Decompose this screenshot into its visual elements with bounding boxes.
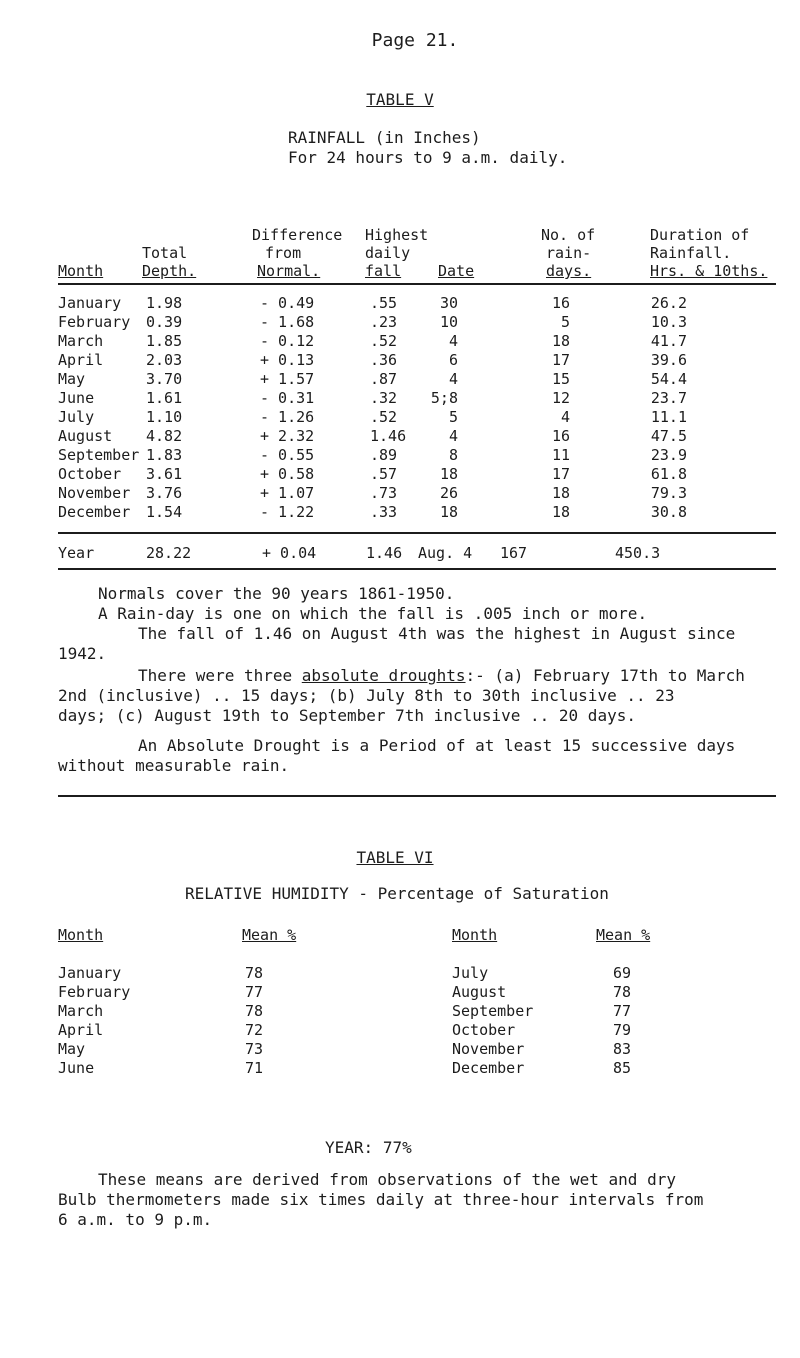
cell-total: 3.70	[146, 370, 183, 388]
cell-diff: - 1.22	[260, 503, 315, 521]
humidity-mean: 83	[613, 1040, 632, 1058]
t6-year: YEAR: 77%	[325, 1138, 412, 1157]
cell-days: 18	[551, 503, 570, 521]
col-raindays-header-3: days.	[546, 262, 592, 280]
humidity-month: May	[58, 1040, 86, 1058]
col-diff-header-2: from	[265, 244, 302, 262]
cell-date: 18	[439, 465, 458, 483]
humidity-mean: 78	[245, 1002, 264, 1020]
humidity-mean: 72	[245, 1021, 264, 1039]
cell-total: 1.10	[146, 408, 183, 426]
humidity-month: June	[58, 1059, 95, 1077]
cell-highest: .89	[370, 446, 398, 464]
col-highest-header-3: fall	[365, 262, 402, 280]
humidity-mean: 77	[245, 983, 264, 1001]
cell-date: 10	[439, 313, 458, 331]
cell-total: 4.82	[146, 427, 183, 445]
t6-note-1: These means are derived from observations of the wet and dry	[98, 1170, 676, 1189]
note-rain-day: A Rain-day is one on which the fall is .005 inch or more.	[98, 604, 648, 623]
header-rule	[58, 283, 776, 285]
col-month-header: Month	[58, 262, 104, 280]
cell-days: 17	[551, 351, 570, 369]
humidity-month: July	[452, 964, 489, 982]
t6-left-mean-header: Mean %	[242, 926, 297, 944]
cell-days: 18	[551, 484, 570, 502]
page-label: Page 21.	[371, 30, 459, 51]
note-droughts-3: days; (c) August 19th to September 7th inclusive .. 20 days.	[58, 706, 636, 725]
year-rule-bottom	[58, 568, 776, 570]
cell-month: February	[58, 313, 131, 331]
cell-month: November	[58, 484, 131, 502]
cell-duration: 79.3	[650, 484, 687, 502]
cell-total: 3.76	[146, 484, 183, 502]
humidity-month: December	[452, 1059, 525, 1077]
col-duration-header-3: Hrs. & 10ths.	[650, 262, 768, 280]
humidity-mean: 85	[613, 1059, 632, 1077]
cell-duration: 23.7	[650, 389, 687, 407]
cell-duration: 41.7	[650, 332, 687, 350]
year-days: 167	[500, 544, 528, 562]
cell-days: 4	[560, 408, 570, 426]
humidity-month: February	[58, 983, 131, 1001]
cell-month: October	[58, 465, 122, 483]
cell-diff: + 0.13	[260, 351, 315, 369]
note-drought-def-2: without measurable rain.	[58, 756, 290, 775]
cell-date: 5;8	[430, 389, 458, 407]
col-date-header: Date	[438, 262, 475, 280]
year-diff: + 0.04	[262, 544, 317, 562]
year-duration: 450.3	[615, 544, 661, 562]
cell-highest: .87	[370, 370, 398, 388]
note-droughts-2: 2nd (inclusive) .. 15 days; (b) July 8th to 30th inclusive .. 23	[58, 686, 675, 705]
col-raindays-header-1: No. of	[541, 226, 596, 244]
cell-total: 2.03	[146, 351, 183, 369]
cell-month: August	[58, 427, 113, 445]
table5-subtitle: For 24 hours to 9 a.m. daily.	[288, 148, 568, 167]
t6-left-month-header: Month	[58, 926, 104, 944]
cell-diff: - 0.49	[260, 294, 315, 312]
t6-note-2: Bulb thermometers made six times daily at three-hour intervals from	[58, 1190, 704, 1209]
humidity-month: August	[452, 983, 507, 1001]
cell-days: 16	[551, 294, 570, 312]
humidity-mean: 73	[245, 1040, 264, 1058]
note-droughts-1: There were three absolute droughts:- (a) February 17th to March	[138, 666, 745, 685]
humidity-month: November	[452, 1040, 525, 1058]
cell-highest: 1.46	[370, 427, 407, 445]
table6-title: RELATIVE HUMIDITY - Percentage of Saturation	[185, 884, 609, 903]
cell-total: 3.61	[146, 465, 183, 483]
cell-month: December	[58, 503, 131, 521]
cell-duration: 39.6	[650, 351, 687, 369]
year-month: Year	[58, 544, 95, 562]
cell-total: 1.61	[146, 389, 183, 407]
humidity-month: January	[58, 964, 122, 982]
cell-duration: 10.3	[650, 313, 687, 331]
cell-date: 4	[448, 332, 458, 350]
cell-diff: + 1.57	[260, 370, 315, 388]
cell-month: June	[58, 389, 95, 407]
col-duration-header-2: Rainfall.	[650, 244, 732, 262]
humidity-month: March	[58, 1002, 104, 1020]
note-highest-fall-2: 1942.	[58, 644, 107, 663]
cell-highest: .23	[370, 313, 398, 331]
cell-duration: 11.1	[650, 408, 687, 426]
cell-month: September	[58, 446, 140, 464]
cell-days: 18	[551, 332, 570, 350]
cell-highest: .55	[370, 294, 398, 312]
cell-date: 4	[448, 370, 458, 388]
cell-diff: + 0.58	[260, 465, 315, 483]
col-highest-header-1: Highest	[365, 226, 429, 244]
cell-diff: - 1.68	[260, 313, 315, 331]
cell-highest: .32	[370, 389, 398, 407]
t6-note-3: 6 a.m. to 9 p.m.	[58, 1210, 213, 1229]
col-diff-header-3: Normal.	[257, 262, 321, 280]
cell-date: 5	[448, 408, 458, 426]
col-total-header-2: Depth.	[142, 262, 197, 280]
humidity-mean: 78	[245, 964, 264, 982]
col-duration-header-1: Duration of	[650, 226, 750, 244]
humidity-month: September	[452, 1002, 534, 1020]
cell-highest: .52	[370, 408, 398, 426]
table5-title: RAINFALL (in Inches)	[288, 128, 481, 147]
cell-diff: - 0.12	[260, 332, 315, 350]
t6-right-month-header: Month	[452, 926, 498, 944]
col-raindays-header-2: rain-	[546, 244, 592, 262]
cell-duration: 26.2	[650, 294, 687, 312]
col-highest-header-2: daily	[365, 244, 411, 262]
t6-right-mean-header: Mean %	[596, 926, 651, 944]
cell-date: 26	[439, 484, 458, 502]
cell-days: 12	[551, 389, 570, 407]
cell-duration: 30.8	[650, 503, 687, 521]
year-total: 28.22	[146, 544, 192, 562]
cell-highest: .52	[370, 332, 398, 350]
cell-duration: 54.4	[650, 370, 687, 388]
table5-label: TABLE V	[366, 90, 434, 109]
cell-days: 5	[560, 313, 570, 331]
humidity-mean: 69	[613, 964, 632, 982]
col-total-header-1: Total	[142, 244, 188, 262]
cell-total: 1.54	[146, 503, 183, 521]
humidity-month: October	[452, 1021, 516, 1039]
cell-date: 6	[448, 351, 458, 369]
cell-highest: .33	[370, 503, 398, 521]
cell-month: April	[58, 351, 104, 369]
humidity-mean: 79	[613, 1021, 632, 1039]
cell-month: July	[58, 408, 95, 426]
cell-month: January	[58, 294, 122, 312]
cell-date: 30	[439, 294, 458, 312]
cell-days: 15	[551, 370, 570, 388]
year-date: Aug. 4	[418, 544, 473, 562]
table6-label: TABLE VI	[356, 848, 434, 867]
cell-highest: .73	[370, 484, 398, 502]
cell-month: March	[58, 332, 104, 350]
col-diff-header-1: Difference	[252, 226, 343, 244]
cell-date: 18	[439, 503, 458, 521]
cell-diff: - 1.26	[260, 408, 315, 426]
note-highest-fall-1: The fall of 1.46 on August 4th was the highest in August since	[138, 624, 736, 643]
cell-duration: 23.9	[650, 446, 687, 464]
cell-date: 4	[448, 427, 458, 445]
note-drought-def-1: An Absolute Drought is a Period of at least 15 successive days	[138, 736, 736, 755]
cell-duration: 47.5	[650, 427, 687, 445]
cell-duration: 61.8	[650, 465, 687, 483]
cell-month: May	[58, 370, 86, 388]
cell-days: 17	[551, 465, 570, 483]
cell-diff: - 0.55	[260, 446, 315, 464]
humidity-mean: 78	[613, 983, 632, 1001]
cell-total: 1.83	[146, 446, 183, 464]
year-highest: 1.46	[366, 544, 403, 562]
cell-days: 11	[551, 446, 570, 464]
humidity-mean: 71	[245, 1059, 264, 1077]
cell-highest: .36	[370, 351, 398, 369]
cell-total: 1.98	[146, 294, 183, 312]
cell-date: 8	[448, 446, 458, 464]
cell-diff: + 2.32	[260, 427, 315, 445]
humidity-month: April	[58, 1021, 104, 1039]
humidity-mean: 77	[613, 1002, 632, 1020]
cell-diff: - 0.31	[260, 389, 315, 407]
cell-total: 0.39	[146, 313, 183, 331]
cell-diff: + 1.07	[260, 484, 315, 502]
note-normals: Normals cover the 90 years 1861-1950.	[98, 584, 455, 603]
cell-total: 1.85	[146, 332, 183, 350]
year-rule-top	[58, 532, 776, 534]
section-divider	[58, 795, 776, 797]
cell-highest: .57	[370, 465, 398, 483]
cell-days: 16	[551, 427, 570, 445]
